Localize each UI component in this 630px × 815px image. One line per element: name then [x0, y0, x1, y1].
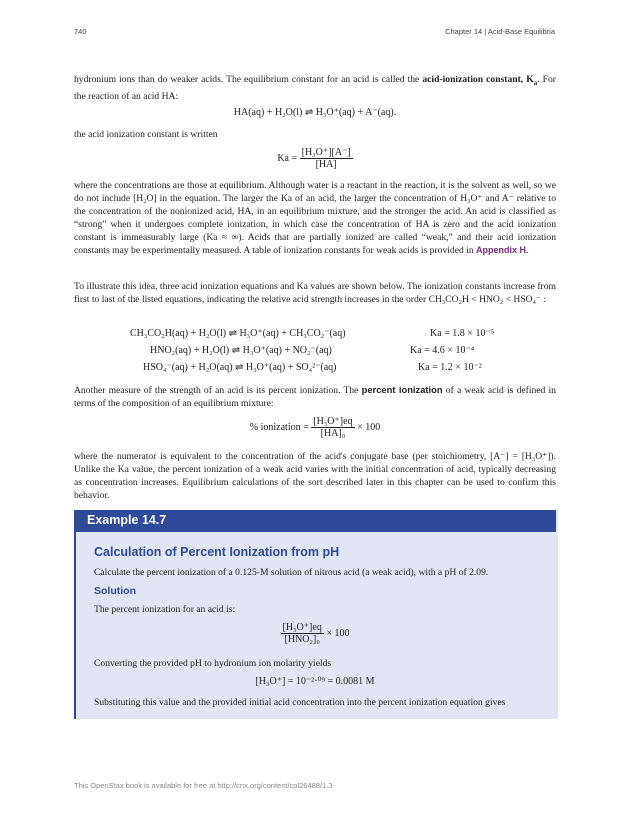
pct-numerator: [H₃O⁺]eq — [313, 416, 353, 427]
para1-post: . For the reaction of an acid HA: — [74, 74, 556, 102]
paragraph-percent-ionization: Another measure of the strength of an acid is its percent ionization. The percent ionization of a weak acid is defined in terms of the composition of an equilibrium mixture: — [74, 384, 556, 409]
example-heading: Calculation of Percent Ionization from pH — [94, 545, 340, 559]
paragraph-intro — [74, 73, 556, 103]
ka-lhs: Ka = — [277, 152, 298, 164]
page-number: 740 — [74, 27, 87, 36]
ka-numerator: [H₃O⁺][A⁻] — [301, 147, 351, 158]
example-fraction — [281, 622, 324, 645]
percent-ionization-expression: % ionization = $\frac{\text{[H₃O⁺]eq}}{\text{[HA]₀}}$ × 100 — [249, 416, 381, 439]
paragraph-ka-intro: the acid ionization constant is written — [74, 129, 218, 140]
acid-ionization-term: acid-ionization constant, $K_a$ — [422, 74, 538, 87]
para1-pre: hydronium ions than do weaker acids. The equilibrium constant for an acid is called the — [74, 74, 423, 85]
equation-ha: HA(aq) + H₂O(l) ⇌ H₃O⁺(aq) + A⁻(aq). — [233, 107, 397, 118]
ka-denominator: [HA] — [315, 159, 337, 170]
example-fraction-expression: $\frac{\text{[H₃O⁺]eq}}{\text{[HNO₂]₀}}$ × 100 — [282, 622, 350, 645]
example-denominator: [HNO₂]₀ — [284, 634, 320, 645]
example-numerator: [H₃O⁺]eq — [282, 622, 322, 633]
example-problem: Calculate the percent ionization of a 0.125-M solution of nitrous acid (a weak acid), with a pH of 2.09. — [94, 567, 489, 578]
ka-acetic: Ka = 1.8 × 10⁻⁵ — [430, 328, 495, 339]
solution-line-3: Substituting this value and the provided initial acid concentration into the percent ionization equation gives — [94, 697, 506, 708]
footer-note: This OpenStax book is available for free at http://cnx.org/content/col26488/1.3 — [74, 781, 333, 790]
ka-fraction — [300, 147, 353, 170]
equation-bisulfate: HSO₄⁻(aq) + H₂O(aq) ⇌ H₃O⁺(aq) + SO₄²⁻(aq) — [143, 362, 337, 373]
paragraph-conjugate: where the numerator is equivalent to the concentration of the acid's conjugate base (per stoichiometry, [A⁻] = [H₃O⁺]). Unlike the Ka value, the percent ionization of a weak acid varies with the initial concentration of acid, typically decreasing as concentration increases. Equilibrium calculations of the sort described later in this chapter can be used to confirm this behavior. — [74, 451, 556, 501]
chapter-title: Chapter 14 | Acid-Base Equilibria — [445, 27, 555, 36]
ka-expression — [0, 147, 630, 170]
appendix-h-link[interactable]: Appendix H — [476, 245, 527, 255]
solution-line-2: Converting the provided pH to hydronium ion molarity yields — [94, 658, 332, 669]
pct-denominator: [HA]₀ — [320, 428, 346, 439]
para3-text: where the concentrations are those at equilibrium. Although water is a reactant in the reaction, it is the solvent as well, so we do not include [H₂O] in the equation. The larger the Ka of an acid, the larger the concentration of H₃O⁺ and A⁻ relative to the concentration of the nonionized acid, HA, in an equilibrium mixture, and the stronger the acid. An acid is classified as “strong” when it undergoes complete ionization, in which case the concentration of HA is zero and the acid ionization constant is immeasurably large (Ka ≈ ∞). Acids that are partially ionized are called “weak,” and their acid ionization constants may be experimentally measured. A table of ionization constants for weak acids is provided in — [74, 180, 556, 256]
ka-nitrous: Ka = 4.6 × 10⁻⁴ — [410, 345, 475, 356]
equation-acetic: CH₃CO₂H(aq) + H₂O(l) ⇌ H₃O⁺(aq) + CH₃CO₂⁻(aq) — [130, 328, 346, 339]
solution-line-1: The percent ionization for an acid is: — [94, 604, 236, 615]
example-label: Example 14.7 — [87, 513, 167, 527]
pct-fraction — [311, 416, 354, 439]
percent-ionization-term: percent ionization — [361, 384, 443, 395]
solution-label: Solution — [94, 585, 136, 597]
paragraph-illustrate: To illustrate this idea, three acid ionization equations and Ka values are shown below. The ionization constants increase from first to last of the listed equations, indicating the relative acid strength increases in the order CH₃CO₂H < HNO₂ < HSO₄⁻ : — [74, 281, 556, 305]
ka-bisulfate: Ka = 1.2 × 10⁻² — [418, 362, 482, 373]
hydronium-equation: [H₃O⁺] = 10⁻²·⁰⁹ = 0.0081 M — [255, 676, 375, 687]
equation-nitrous: HNO₂(aq) + H₂O(l) ⇌ H₃O⁺(aq) + NO₂⁻(aq) — [150, 345, 332, 356]
paragraph-ka-explain: where the concentrations are those at equilibrium. Although water is a reactant in the reaction, it is the solvent as well, so we do not include [H₂O] in the equation. The larger the Ka of an acid, the larger the concentration of H₃O⁺ and A⁻ relative to the concentration of the nonionized acid, HA, in an equilibrium mixture, and the stronger the acid. An acid is classified as “strong” when it undergoes complete ionization, in which case the concentration of HA is zero and the acid ionization constant is immeasurably large (Ka ≈ ∞). Acids that are partially ionized are called “weak,” and their acid ionization constants may be experimentally measured. A table of ionization constants for weak acids is provided in Appendix H. — [74, 180, 556, 256]
